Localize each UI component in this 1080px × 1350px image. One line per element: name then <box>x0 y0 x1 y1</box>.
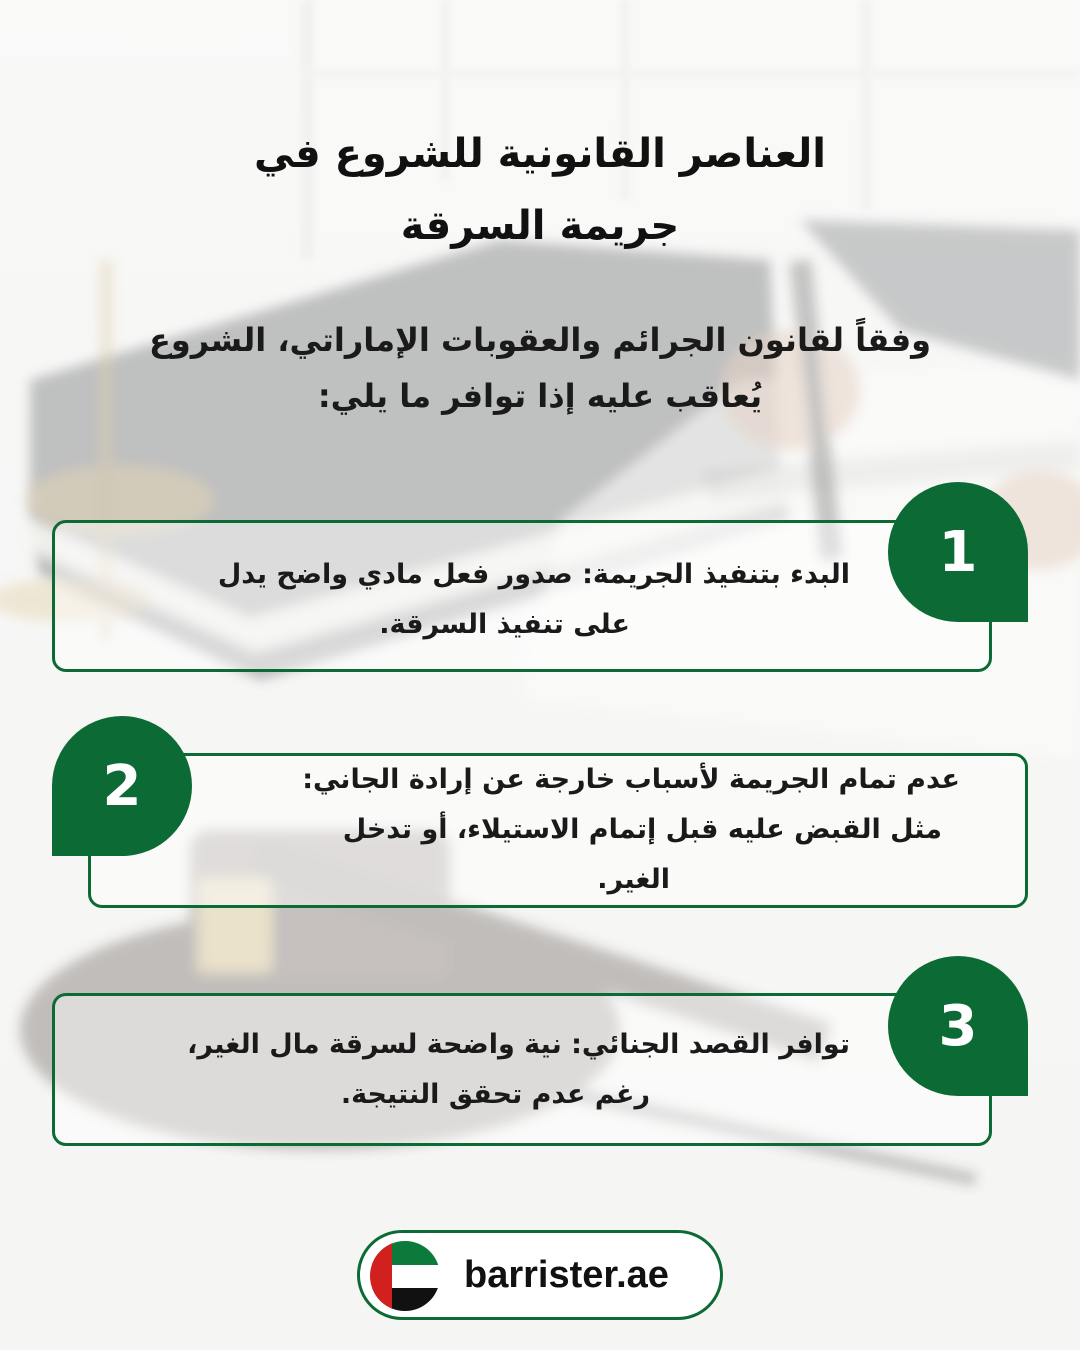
element-3-line-2: رغم عدم تحقق النتيجة. <box>340 1079 650 1110</box>
page-title <box>140 118 940 262</box>
element-card-1-text <box>90 550 850 650</box>
element-number-2: 2 <box>102 753 142 819</box>
element-2-line-1: عدم تمام الجريمة لأسباب خارجة عن إرادة الجاني: <box>302 764 960 795</box>
intro-line-2: يُعاقب عليه إذا توافر ما يلي: <box>317 377 763 415</box>
intro-line-1: وفقاً لقانون الجرائم والعقوبات الإماراتي، الشروع <box>148 321 932 359</box>
title-line-1: العناصر القانونية للشروع في <box>254 131 826 177</box>
uae-flag-icon <box>370 1241 440 1311</box>
element-badge-2 <box>52 716 192 856</box>
element-2-line-2: مثل القبض عليه قبل إتمام الاستيلاء، أو تدخل <box>342 814 942 845</box>
title-line-2: جريمة السرقة <box>400 203 680 249</box>
element-badge-1 <box>888 482 1028 622</box>
element-3-line-1: توافر القصد الجنائي: نية واضحة لسرقة مال الغير، <box>187 1029 850 1060</box>
intro-text <box>80 312 1000 424</box>
element-card-2-text <box>240 755 960 905</box>
brand-badge[interactable] <box>357 1230 723 1320</box>
element-1-line-1: البدء بتنفيذ الجريمة: صدور فعل مادي واضح يدل <box>217 559 850 590</box>
element-number-3: 3 <box>938 993 978 1059</box>
element-1-line-2: على تنفيذ السرقة. <box>379 609 630 640</box>
element-number-1: 1 <box>938 519 978 585</box>
element-badge-3 <box>888 956 1028 1096</box>
element-2-line-3: الغير. <box>597 864 670 895</box>
brand-label[interactable]: barrister.ae <box>464 1254 669 1296</box>
element-card-3-text <box>90 1020 850 1120</box>
